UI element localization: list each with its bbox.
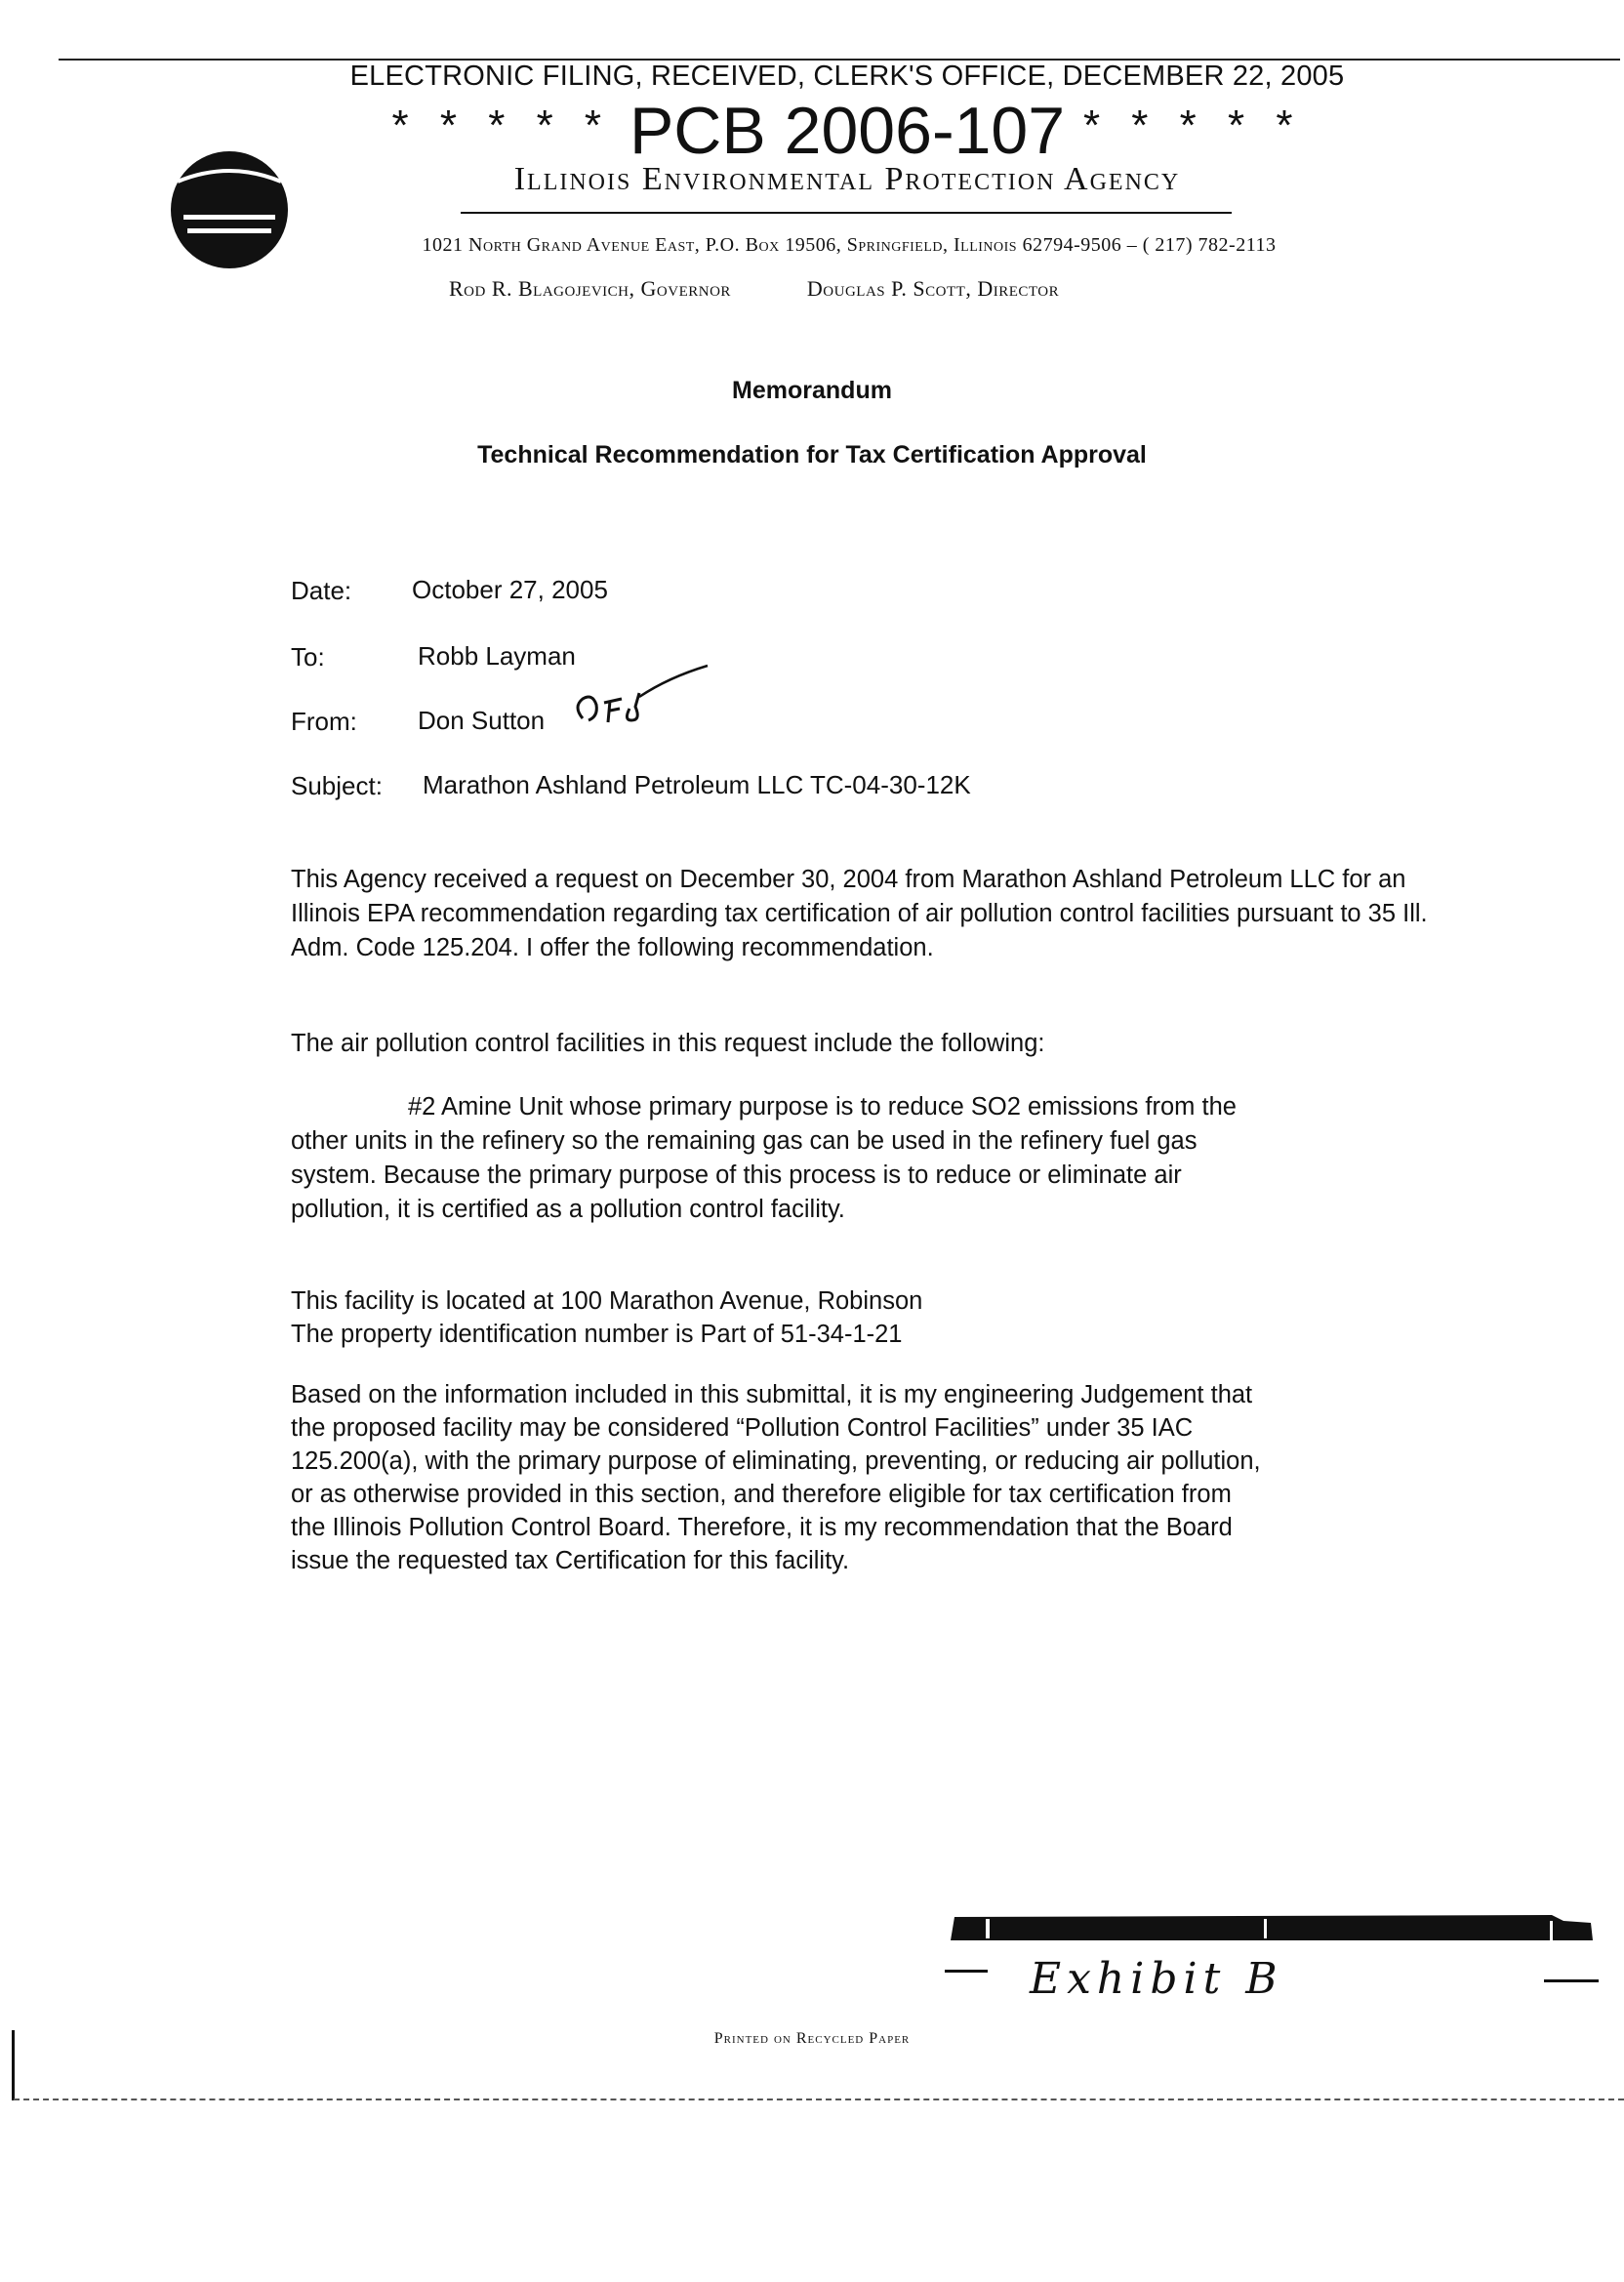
paragraph-line: or as otherwise provided in this section, and therefore eligible for tax certification from: [291, 1481, 1232, 1508]
director-name: Douglas P. Scott, Director: [806, 276, 1060, 301]
paragraph-line: the proposed facility may be considered “Pollution Control Facilities” under 35 IAC: [291, 1414, 1194, 1442]
filing-stamp: ELECTRONIC FILING, RECEIVED, CLERK'S OFFICE, DECEMBER 22, 2005: [349, 61, 1345, 92]
subject-value: Marathon Ashland Petroleum LLC TC-04-30-12K: [423, 770, 971, 799]
exhibit-dash-right: [1544, 1979, 1599, 1982]
recycled-paper-note: Printed on Recycled Paper: [713, 2030, 911, 2047]
from-label: From:: [291, 707, 357, 736]
paragraph-line: Based on the information included in this submittal, it is my engineering Judgement that: [291, 1381, 1253, 1408]
letterhead-divider: [461, 212, 1232, 214]
date-label: Date:: [291, 576, 352, 605]
to-label: To:: [291, 642, 325, 672]
paragraph-line: the Illinois Pollution Control Board. Therefore, it is my recommendation that the Board: [291, 1514, 1233, 1541]
handwritten-initials-icon: [571, 664, 717, 742]
paragraph-amine-unit: [291, 1090, 1237, 1227]
to-value: Robb Layman: [418, 641, 576, 671]
paragraph-facilities-intro: [291, 1027, 1045, 1061]
paragraph-line: This facility is located at 100 Marathon Avenue, Robinson: [291, 1287, 923, 1315]
subject-label: Subject:: [291, 771, 383, 800]
page-edge-mark: [12, 2030, 15, 2100]
paragraph-line: #2 Amine Unit whose primary purpose is to reduce SO2 emissions from the: [408, 1093, 1237, 1121]
agency-officials: [449, 276, 1059, 302]
from-value: Don Sutton: [418, 706, 546, 735]
date-value: October 27, 2005: [412, 575, 608, 604]
exhibit-dash-left: [945, 1970, 988, 1973]
paragraph-line: This Agency received a request on December 30, 2004 from Marathon Ashland Petroleum LLC for an: [291, 866, 1406, 893]
paragraph-request: [291, 863, 1428, 965]
paragraph-line: system. Because the primary purpose of this process is to reduce or eliminate air: [291, 1161, 1182, 1189]
case-number: PCB 2006-107: [629, 94, 1066, 168]
paragraph-line: 125.200(a), with the primary purpose of eliminating, preventing, or reducing air pollution,: [291, 1447, 1261, 1475]
illinois-epa-seal-icon: [166, 146, 293, 273]
paragraph-line: issue the requested tax Certification for this facility.: [291, 1547, 850, 1574]
agency-address: 1021 North Grand Avenue East, P.O. Box 19506, Springfield, Illinois 62794-9506 – ( 217) 782-2113: [422, 234, 1277, 256]
exhibit-label: Exhibit B: [1030, 1954, 1283, 2004]
case-number-line: [310, 94, 1384, 168]
bottom-border-rule: [14, 2099, 1624, 2100]
paragraph-location: [291, 1284, 922, 1351]
paragraph-line: The air pollution control facilities in this request include the following:: [291, 1030, 1045, 1057]
paragraph-line: Adm. Code 125.204. I offer the following recommendation.: [291, 934, 934, 961]
paragraph-line: pollution, it is certified as a pollution control facility.: [291, 1196, 845, 1223]
paragraph-line: Illinois EPA recommendation regarding tax certification of air pollution control facilities pursuant to 35 Ill.: [291, 900, 1428, 927]
paragraph-line: other units in the refinery so the remaining gas can be used in the refinery fuel gas: [291, 1127, 1198, 1155]
paragraph-line: The property identification number is Part of 51-34-1-21: [291, 1321, 903, 1348]
case-stars-right: * * * * *: [1082, 102, 1303, 149]
memo-subtitle: Technical Recommendation for Tax Certification Approval: [477, 441, 1147, 469]
governor-name: Rod R. Blagojevich, Governor: [449, 276, 731, 301]
agency-name: Illinois Environmental Protection Agency: [513, 161, 1181, 197]
memo-title: Memorandum: [732, 377, 892, 404]
case-stars-left: * * * * *: [391, 102, 612, 149]
exhibit-label-bar: [947, 1913, 1596, 1940]
paragraph-recommendation: [291, 1378, 1261, 1577]
